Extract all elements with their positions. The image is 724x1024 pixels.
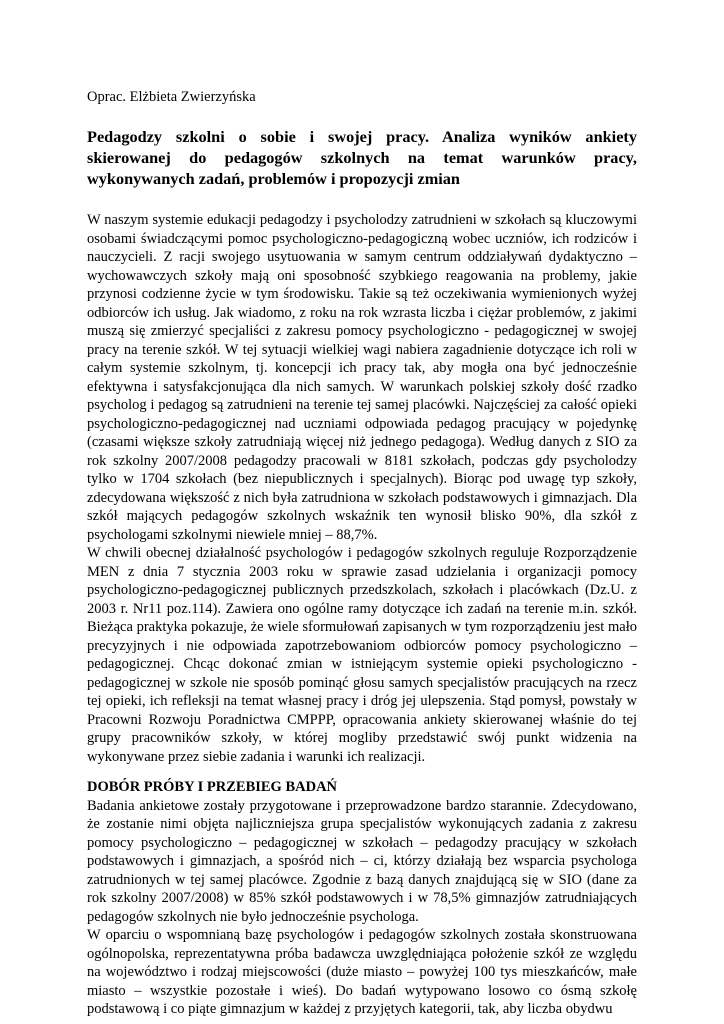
body-paragraph: W naszym systemie edukacji pedagodzy i psycholodzy zatrudnieni w szkołach są kluczowymi osobami świadczącymi pomoc psychologiczno-pedagogiczną wobec uczniów, ich rodziców i nauczycieli. Z racji swojego usytuowania w samym centrum oddziaływań dydaktyczno – wychowawczych szkoły mają oni sposobność szybkiego reagowania na problemy, jakie przynosi codzienne życie w tym środowisku. Takie są też oczekiwania wymienionych wyżej odbiorców ich usług. Jak wiadomo, z roku na rok wzrasta liczba i ciężar problemów, z jakimi muszą się zmierzyć specjaliści z zakresu pomocy psychologiczno - pedagogicznej w swojej pracy na terenie szkół. W tej sytuacji wielkiej wagi nabiera zagadnienie dotyczące ich roli w całym systemie szkolnym, tj. koncepcji ich pracy tak, aby mogła ona być jednocześnie efektywna i satysfakcjonująca dla nich samych. W warunkach polskiej szkoły dość rzadko psycholog i pedagog są zatrudnieni na terenie tej samej placówki. Najczęściej za całość opieki psychologiczno-pedagogicznej nad uczniami odpowiada pedagog pracujący w pojedynkę (czasami większe szkoły zatrudniają więcej niż jednego pedagoga). Według danych z SIO za rok szkolny 2007/2008 pedagodzy pracowali w 8181 szkołach, podczas gdy psycholodzy tylko w 1704 szkołach (bez niepublicznych i specjalnych). Biorąc pod uwagę typ szkoły, zdecydowana większość z nich była zatrudniona w szkołach podstawowych i gimnazjach. Dla szkół mających pedagogów szkolnych wskaźnik ten wynosił blisko 90%, dla szkół z psychologami szkolnymi niewiele mniej – 88,7%. xyxy=(87,212,637,543)
author-line: Oprac. Elżbieta Zwierzyńska xyxy=(87,89,256,105)
section-paragraph: Badania ankietowe zostały przygotowane i przeprowadzone bardzo starannie. Zdecydowano, że zostanie nimi objęta najliczniejsza grupa specjalistów wykonujących zadania z zakresu pomocy psychologiczno – pedagogicznej w szkołach – pedagodzy pracujący w szkołach podstawowych i gimnazjach, a spośród nich – ci, którzy działają bez wsparcia psychologa zatrudnionych w tej samej placówce. Zgodnie z bazą danych znajdującą się w SIO (dane za rok szkolny 2007/2008) w 85% szkół podstawowych i w 78,5% gimnazjów zatrudniających pedagogów szkolnych nie było jednocześnie psychologa. xyxy=(87,797,637,925)
section-heading: DOBÓR PRÓBY I PRZEBIEG BADAŃ xyxy=(87,779,338,795)
section-paragraph: W oparciu o wspomnianą bazę psychologów i pedagogów szkolnych została skonstruowana ogólnopolska, reprezentatywna próba badawcza uwzględniająca położenie szkół ze względu na województwo i rodzaj miejscowości (duże miasto – powyżej 100 tys mieszkańców, małe miasto – wszystkie pozostałe i wieś). Do badań wytypowano losowo co ósmą szkołę podstawową i co piąte gimnazjum w każdej z przyjętych kategorii, tak, aby liczba obydwu xyxy=(87,927,637,1017)
body-paragraph: W chwili obecnej działalność psychologów i pedagogów szkolnych reguluje Rozporządzenie MEN z dnia 7 stycznia 2003 roku w sprawie zasad udzielania i organizacji pomocy psychologiczno-pedagogicznej publicznych przedszkolach, szkołach i placówkach (Dz.U. z 2003 r. Nr11 poz.114). Zawiera ono ogólne ramy dotyczące ich zadań na terenie m.in. szkół. Bieżąca praktyka pokazuje, że wiele sformułowań zapisanych w tym rozporządzeniu jest mało precyzyjnych i nie odpowiada zapotrzebowaniom odbiorców pomocy psychologiczno – pedagogicznej. Chcąc dokonać zmian w istniejącym systemie opieki psychologiczno - pedagogicznej w szkole nie sposób pominąć głosu samych specjalistów pracujących na rzecz tej opieki, ich refleksji na temat własnej pracy i dróg jej ulepszenia. Stąd pomysł, powstały w Pracowni Rozwoju Poradnictwa CMPPP, opracowania ankiety skierowanej właśnie do tej grupy pracowników szkoły, w której mogliby przedstawić swój punkt widzenia na wykonywane przez siebie zadania i warunki ich realizacji. xyxy=(87,545,637,765)
document-title: Pedagodzy szkolni o sobie i swojej pracy. Analiza wyników ankiety skierowanej do pedagogów szkolnych na temat warunków pracy, wykonywanych zadań, problemów i propozycji zmian xyxy=(87,127,637,188)
